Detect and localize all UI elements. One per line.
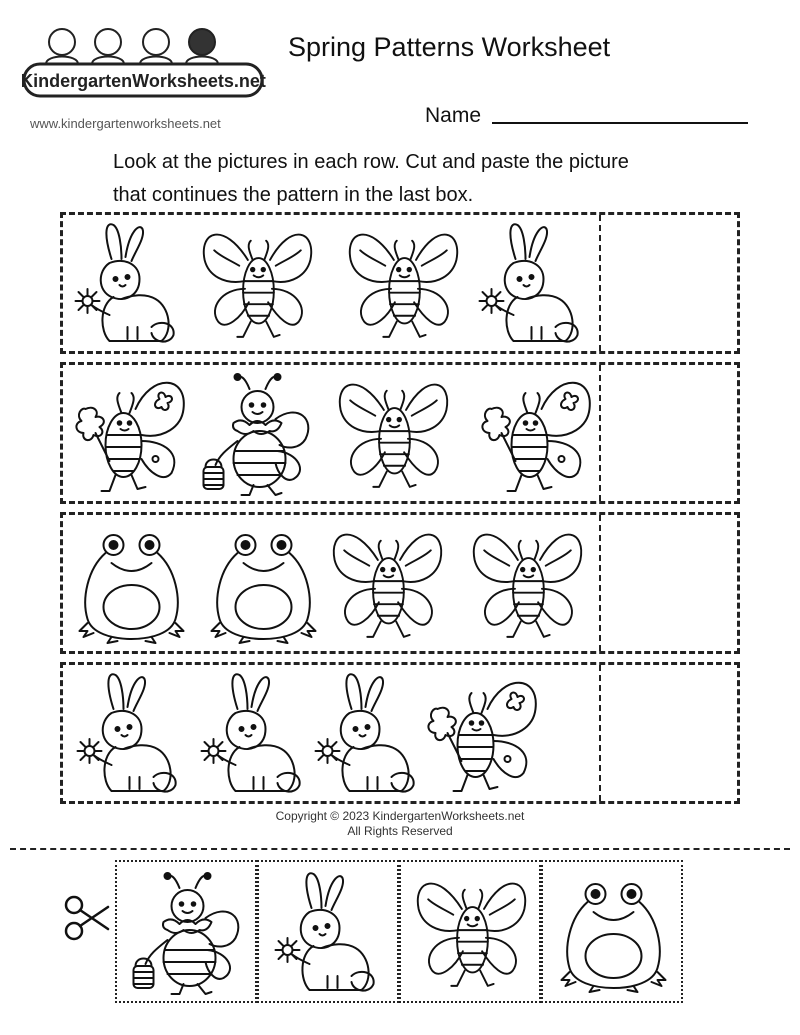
butterfly-icon bbox=[341, 219, 466, 349]
cutout-card-bunny[interactable] bbox=[257, 860, 399, 1003]
butterfly-icon bbox=[195, 219, 320, 349]
answer-divider bbox=[599, 515, 601, 651]
butterfly-icon bbox=[331, 369, 456, 499]
cutout-card-bee[interactable] bbox=[115, 860, 257, 1003]
cutout-card-butterfly[interactable] bbox=[399, 860, 541, 1003]
butterfly-icon bbox=[465, 519, 590, 649]
scissors-icon bbox=[62, 893, 110, 943]
copyright-line: Copyright © 2023 KindergartenWorksheets.net bbox=[275, 809, 525, 823]
bunny-icon bbox=[67, 219, 192, 349]
butterfly-icon bbox=[325, 519, 450, 649]
children-illustration bbox=[46, 29, 218, 64]
copyright bbox=[0, 809, 800, 839]
answer-divider bbox=[599, 365, 601, 501]
answer-divider bbox=[599, 215, 601, 351]
flower-butterfly-icon bbox=[475, 369, 600, 499]
bee-icon bbox=[195, 369, 320, 499]
answer-divider bbox=[599, 665, 601, 801]
frog-icon bbox=[201, 519, 326, 649]
cutout-card-frog[interactable] bbox=[541, 860, 683, 1003]
pattern-row-1 bbox=[60, 212, 740, 354]
bunny-icon bbox=[193, 669, 318, 799]
frog-icon bbox=[69, 519, 194, 649]
frog-icon bbox=[551, 868, 676, 998]
answer-box[interactable] bbox=[602, 215, 737, 351]
pattern-row-2 bbox=[60, 362, 740, 504]
logo-text: KindergartenWorksheets.net bbox=[22, 71, 266, 91]
bunny-icon bbox=[471, 219, 596, 349]
name-label: Name bbox=[425, 104, 482, 127]
pattern-row-4 bbox=[60, 662, 740, 804]
answer-box[interactable] bbox=[602, 665, 737, 801]
flower-butterfly-icon bbox=[69, 369, 194, 499]
bunny-icon bbox=[69, 669, 194, 799]
answer-box[interactable] bbox=[602, 365, 737, 501]
name-field-line[interactable] bbox=[492, 122, 748, 124]
pattern-row-3 bbox=[60, 512, 740, 654]
answer-box[interactable] bbox=[602, 515, 737, 651]
instructions bbox=[113, 146, 733, 212]
cut-line bbox=[10, 848, 790, 850]
page-title: Spring Patterns Worksheet bbox=[288, 32, 611, 62]
instructions-line-1: Look at the pictures in each row. Cut and paste the picture bbox=[113, 151, 629, 173]
site-url: www.kindergartenworksheets.net bbox=[30, 116, 221, 131]
butterfly-icon bbox=[421, 669, 546, 799]
instructions-line-2: that continues the pattern in the last box. bbox=[113, 184, 474, 206]
site-logo bbox=[22, 20, 267, 110]
rights-line: All Rights Reserved bbox=[347, 824, 453, 838]
bunny-icon bbox=[307, 669, 432, 799]
butterfly-icon bbox=[409, 868, 534, 998]
bee-icon bbox=[125, 868, 250, 998]
bunny-icon bbox=[267, 868, 392, 998]
